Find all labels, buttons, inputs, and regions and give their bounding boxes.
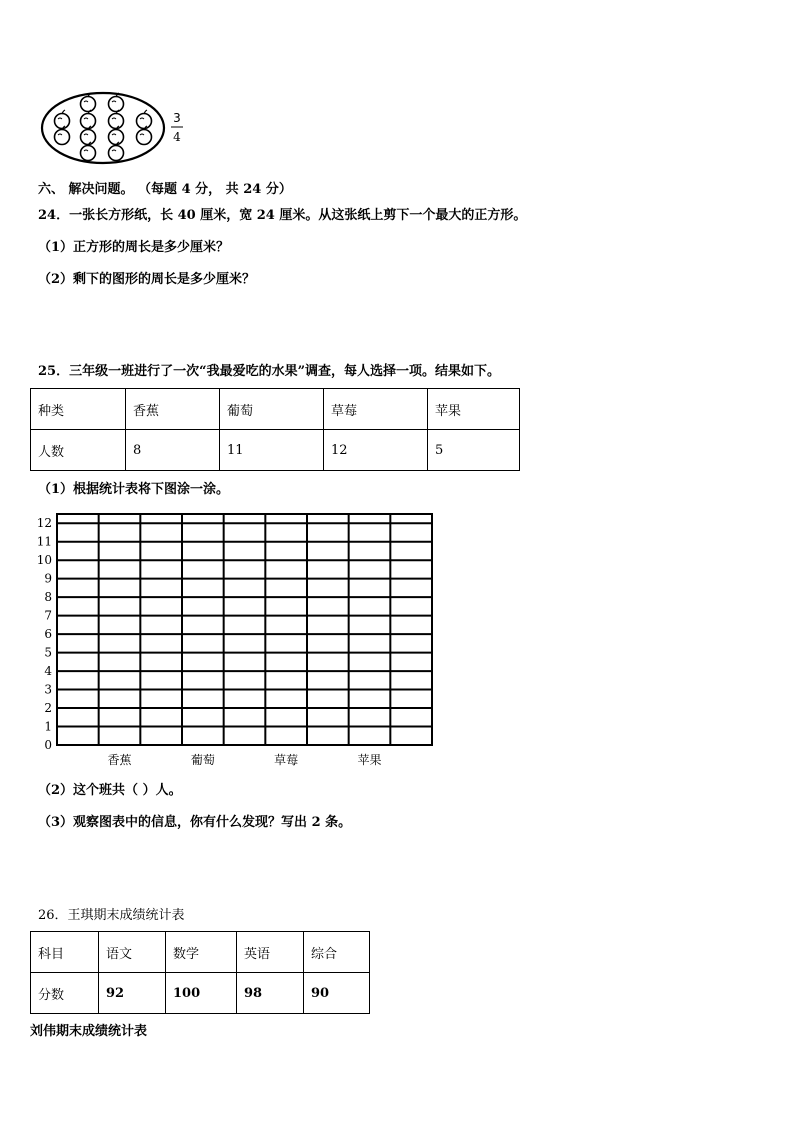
q24-part2: （2）剩下的图形的周长是多少厘米？: [38, 272, 256, 287]
table-row: [31, 973, 370, 1014]
y-tick-label: 7: [44, 608, 52, 623]
x-category-label: 草莓: [274, 753, 299, 767]
table-cell: 葡萄: [220, 389, 324, 430]
table-cell: 综合: [304, 932, 370, 973]
table-cell: 98: [237, 973, 304, 1014]
y-tick-label: 3: [44, 682, 52, 697]
next-table-title: 刘伟期末成绩统计表: [30, 1024, 148, 1039]
apple-icon: [109, 142, 124, 161]
table-cell: 8: [126, 430, 220, 471]
table-cell: 92: [99, 973, 166, 1014]
table-cell: 人数: [31, 430, 126, 471]
table-cell: 种类: [31, 389, 126, 430]
y-tick-label: 2: [44, 701, 52, 716]
bar-chart-grid: [30, 508, 440, 770]
apple-icon: [109, 110, 124, 129]
apple-icon: [137, 110, 152, 129]
y-tick-label: 4: [44, 664, 52, 679]
table-row: [31, 932, 370, 973]
q25-stem: 25．三年级一班进行了一次“我最爱吃的水果”调查，每人选择一项。结果如下。: [38, 364, 501, 379]
apple-icon: [81, 126, 96, 145]
y-tick-label: 0: [44, 738, 52, 752]
fraction-figure: [38, 90, 198, 168]
apple-icon: [81, 110, 96, 129]
y-tick-label: 1: [44, 719, 52, 734]
table-cell: 苹果: [428, 389, 520, 430]
q25-part2: （2）这个班共（ ）人。: [38, 783, 182, 798]
y-tick-label: 11: [36, 534, 52, 549]
table-cell: 12: [324, 430, 428, 471]
table-cell: 语文: [99, 932, 166, 973]
table-cell: 分数: [31, 973, 99, 1014]
x-category-label: 香蕉: [107, 753, 132, 767]
apple-icon: [109, 126, 124, 145]
grid-frame: [57, 514, 432, 745]
q25-part3: （3）观察图表中的信息，你有什么发现？写出 2 条。: [38, 815, 352, 830]
q26-title: 26．王琪期末成绩统计表: [38, 908, 185, 923]
table-cell: 5: [428, 430, 520, 471]
table-cell: 11: [220, 430, 324, 471]
fraction-numerator: 3: [173, 111, 181, 125]
apple-icon: [81, 142, 96, 161]
apple-icon: [137, 126, 152, 145]
table-cell: 英语: [237, 932, 304, 973]
y-tick-label: 9: [44, 571, 52, 586]
apple-icon: [109, 93, 124, 112]
section-heading: 六、 解决问题。 （每题 4 分， 共 24 分）: [38, 182, 292, 197]
y-tick-label: 6: [44, 627, 52, 642]
apple-group: [55, 93, 152, 161]
table-cell: 草莓: [324, 389, 428, 430]
y-tick-label: 8: [44, 590, 52, 605]
x-category-label: 葡萄: [190, 753, 215, 767]
q25-part1: （1）根据统计表将下图涂一涂。: [38, 482, 230, 497]
table-cell: 数学: [166, 932, 237, 973]
q24-part1: （1）正方形的周长是多少厘米？: [38, 240, 230, 255]
y-tick-label: 12: [36, 516, 52, 531]
table-cell: 90: [304, 973, 370, 1014]
fruit-table: [30, 388, 520, 471]
table-row: [31, 430, 520, 471]
apple-icon: [55, 126, 70, 145]
table-cell: 香蕉: [126, 389, 220, 430]
y-tick-label: 10: [36, 553, 52, 568]
score-table: [30, 931, 370, 1014]
x-category-label: 苹果: [357, 753, 382, 767]
table-row: [31, 389, 520, 430]
y-tick-label: 5: [44, 645, 52, 660]
q24-stem: 24．一张长方形纸，长 40 厘米，宽 24 厘米。从这张纸上剪下一个最大的正方形。: [38, 208, 527, 223]
fraction-denominator: 4: [173, 130, 181, 144]
table-cell: 科目: [31, 932, 99, 973]
apple-icon: [55, 110, 70, 129]
table-cell: 100: [166, 973, 237, 1014]
